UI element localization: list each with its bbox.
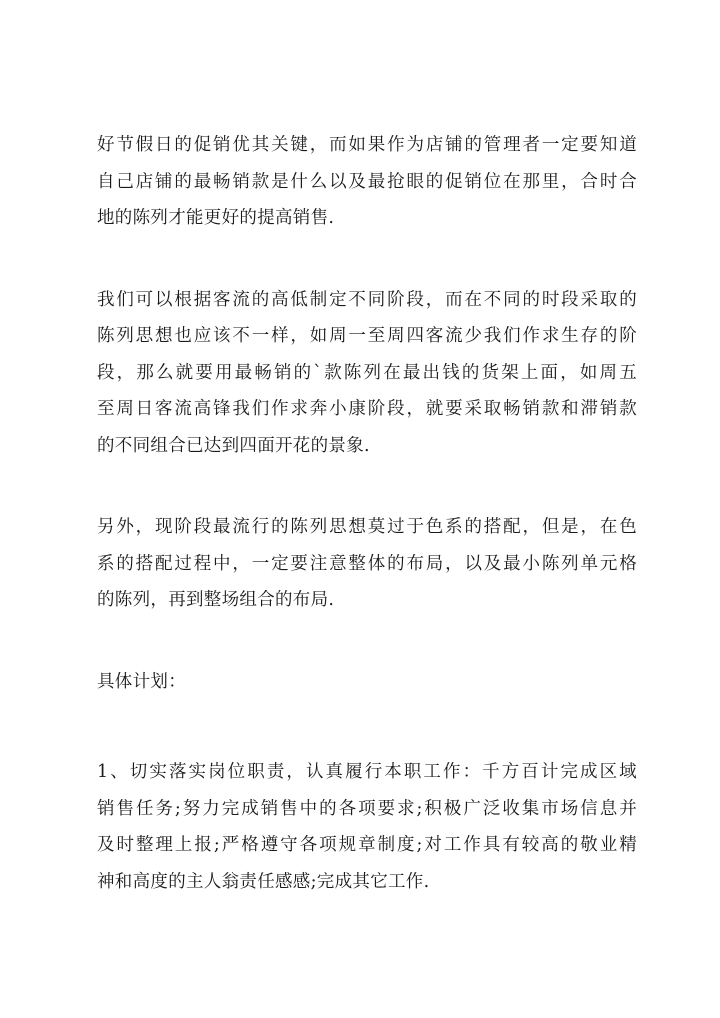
paragraph-spacer [97,700,637,754]
text-line: 好节假日的促销优其关键，而如果作为店铺的管理者一定要知道 [97,135,637,155]
text-line: 至周日客流高锋我们作求奔小康阶段，就要采取畅销款和滞销款 [97,399,637,419]
text-line: 另外，现阶段最流行的陈列思想莫过于色系的搭配，但是，在色 [97,517,637,537]
text-line: 我们可以根据客流的高低制定不同阶段，而在不同的时段采取的 [97,289,637,310]
text-line: 的不同组合已达到四面开花的景象. [97,435,370,456]
text-line: 及时整理上报;严格遵守各项规章制度;对工作具有较高的敬业精 [97,835,637,855]
paragraph-customer-flow [97,282,637,465]
paragraph-holiday-promotion [97,127,637,237]
text-line: 陈列思想也应该不一样，如周一至周四客流少我们作求生存的阶 [97,326,637,346]
text-line: 地的陈列才能更好的提高销售. [97,208,335,228]
heading-text: 具体计划： [97,671,186,692]
paragraph-spacer [97,464,637,509]
text-line: 段，那么就要用最畅销的`款陈列在最出钱的货架上面，如周五 [97,362,637,383]
paragraph-spacer [97,619,637,664]
paragraph-spacer [97,237,637,282]
text-line: 神和高度的主人翁责任感感;完成其它工作. [97,871,430,892]
text-line: 自己店铺的最畅销款是什么以及最抢眼的促销位在那里，合时合 [97,171,637,192]
text-line: 系的搭配过程中，一定要注意整体的布局，以及最小陈列单元格 [97,553,637,574]
text-line: 销售任务;努力完成销售中的各项要求;积极广泛收集市场信息并 [97,798,637,819]
section-heading-plan [97,664,637,701]
text-line: 1、切实落实岗位职责，认真履行本职工作：千方百计完成区域 [97,762,637,782]
paragraph-color-matching [97,509,637,619]
text-line: 的陈列，再到整场组合的布局. [97,590,335,610]
document-body [97,127,637,900]
paragraph-plan-item-1 [97,754,637,900]
